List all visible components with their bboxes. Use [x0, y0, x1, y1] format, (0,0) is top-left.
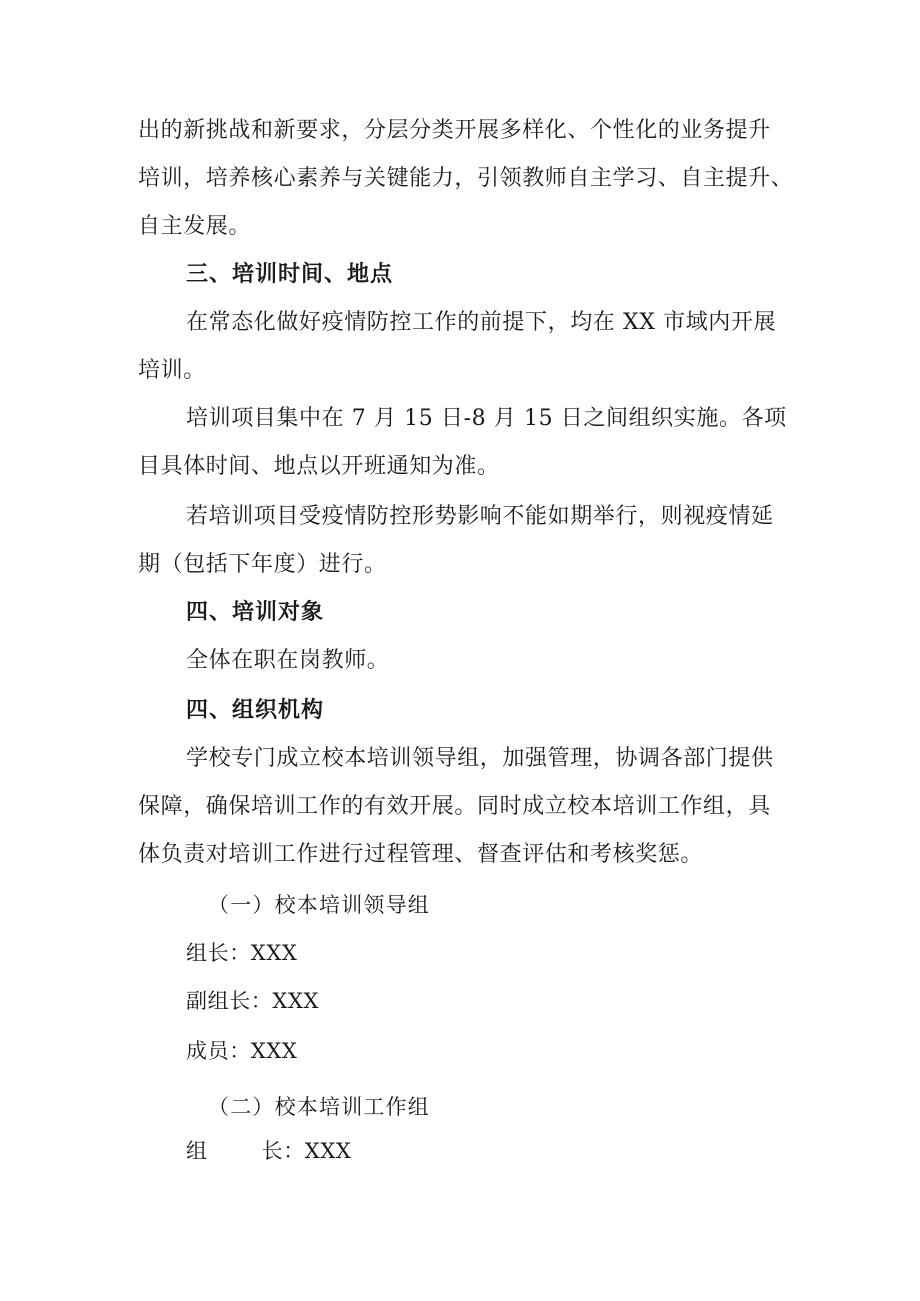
member-line: 成员：XXX — [186, 1039, 298, 1063]
paragraph-line: 培训，培养核心素养与关键能力，引领教师自主学习、自主提升、 — [138, 166, 794, 191]
section-heading: 三、培训时间、地点 — [186, 262, 394, 287]
subsection-heading: （一）校本培训领导组 — [208, 893, 430, 917]
member-label-part: 组 — [186, 1139, 208, 1163]
paragraph-line: 自主发展。 — [138, 214, 252, 239]
paragraph-line: 目具体时间、地点以开班通知为准。 — [138, 454, 500, 479]
paragraph-line: 学校专门成立校本培训领导组，加强管理，协调各部门提供 — [186, 746, 774, 771]
paragraph-line: 培训项目集中在 7 月 15 日-8 月 15 日之间组织实施。各项 — [186, 406, 787, 431]
paragraph-line: 在常态化做好疫情防控工作的前提下，均在 XX 市域内开展 — [186, 310, 777, 335]
member-line — [186, 1136, 351, 1166]
paragraph-line: 保障，确保培训工作的有效开展。同时成立校本培训工作组，具 — [138, 794, 771, 819]
paragraph-line: 出的新挑战和新要求，分层分类开展多样化、个性化的业务提升 — [138, 118, 771, 143]
paragraph-line: 全体在职在岗教师。 — [186, 648, 390, 673]
member-line: 副组长：XXX — [186, 989, 320, 1013]
subsection-heading: （二）校本培训工作组 — [208, 1095, 430, 1119]
member-label-part: 长：XXX — [261, 1139, 352, 1163]
paragraph-line: 若培训项目受疫情防控形势影响不能如期举行，则视疫情延 — [186, 504, 774, 529]
paragraph-line: 体负责对培训工作进行过程管理、督查评估和考核奖惩。 — [138, 842, 704, 867]
section-heading: 四、培训对象 — [186, 600, 325, 625]
paragraph-line: 培训。 — [138, 358, 206, 383]
paragraph-line: 期（包括下年度）进行。 — [138, 552, 387, 577]
section-heading: 四、组织机构 — [186, 698, 325, 723]
member-line: 组长：XXX — [186, 941, 298, 965]
